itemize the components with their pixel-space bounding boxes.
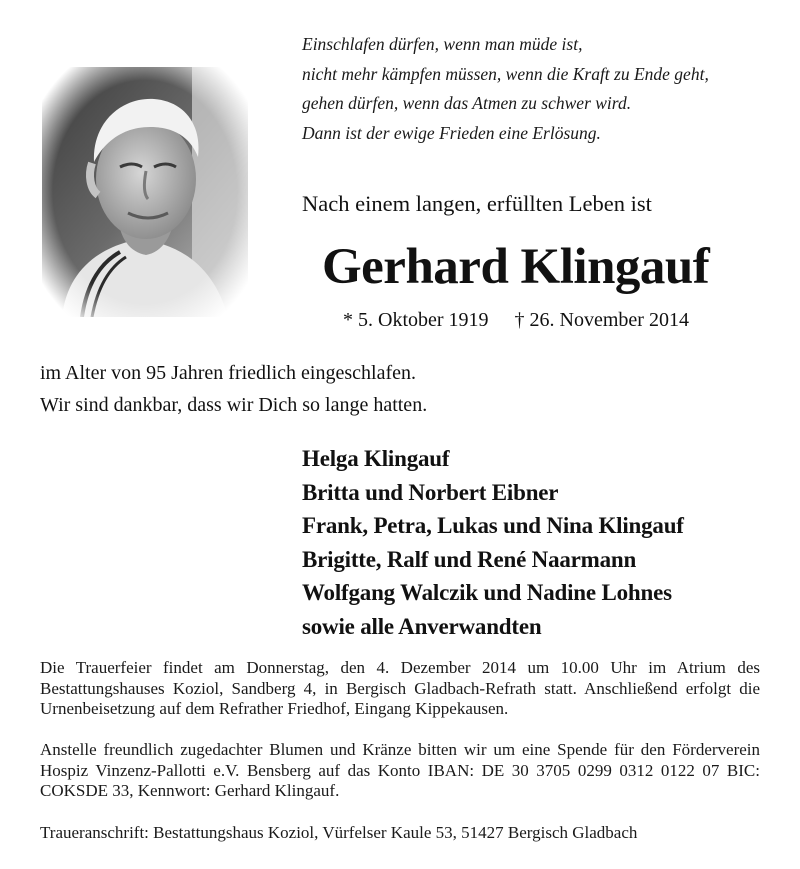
funeral-service-info: Die Trauerfeier findet am Donnerstag, den 4. Dezember 2014 um 10.00 Uhr im Atrium des Bestattungshauses Koziol, Sandberg 4, in Bergisch Gladbach-Refrath statt. Anschließend erfolgt die Urnenbeisetzung auf dem Refrather Friedhof, Eingang Kippekausen. <box>40 658 760 718</box>
mourner-name: Brigitte, Ralf und René Naarmann <box>302 546 637 572</box>
poem-line: gehen dürfen, wenn das Atmen zu schwer wird. <box>302 93 632 113</box>
mourner-name: Britta und Norbert Eibner <box>302 479 559 505</box>
age-statement <box>40 357 427 421</box>
mourner-name: Wolfgang Walczik und Nadine Lohnes <box>302 580 672 606</box>
mourners-list <box>302 442 684 644</box>
portrait-photo <box>42 67 248 317</box>
life-dates <box>343 309 689 332</box>
birth-date: * 5. Oktober 1919 <box>343 309 489 331</box>
mourner-name: Helga Klingauf <box>302 446 450 471</box>
death-date: † 26. November 2014 <box>514 309 689 331</box>
intro-line: Nach einem langen, erfüllten Leben ist <box>302 191 652 216</box>
poem-line: nicht mehr kämpfen müssen, wenn die Kraft zu Ende geht, <box>302 63 709 84</box>
deceased-name: Gerhard Klingauf <box>322 239 710 295</box>
gratitude-line: Wir sind dankbar, dass wir Dich so lange hatten. <box>40 394 428 416</box>
mourner-name: sowie alle Anverwandten <box>302 613 542 639</box>
donation-info: Anstelle freundlich zugedachter Blumen und Kränze bitten wir um eine Spende für den Förderverein Hospiz Vinzenz-Pallotti e.V. Bensberg auf das Konto IBAN: DE 30 3705 0299 0312 0122 07 BIC: COKSDE 33, Kennwort: Gerhard Klingauf. <box>40 740 760 800</box>
poem-line: Dann ist der ewige Frieden eine Erlösung. <box>302 122 601 143</box>
mourning-address: Traueranschrift: Bestattungshaus Koziol, Vürfelser Kaule 53, 51427 Bergisch Gladbach <box>40 823 638 842</box>
poem <box>302 30 782 148</box>
age-line: im Alter von 95 Jahren friedlich eingeschlafen. <box>40 362 416 384</box>
poem-line: Einschlafen dürfen, wenn man müde ist, <box>302 34 583 54</box>
mourner-name: Frank, Petra, Lukas und Nina Klingauf <box>302 513 684 539</box>
